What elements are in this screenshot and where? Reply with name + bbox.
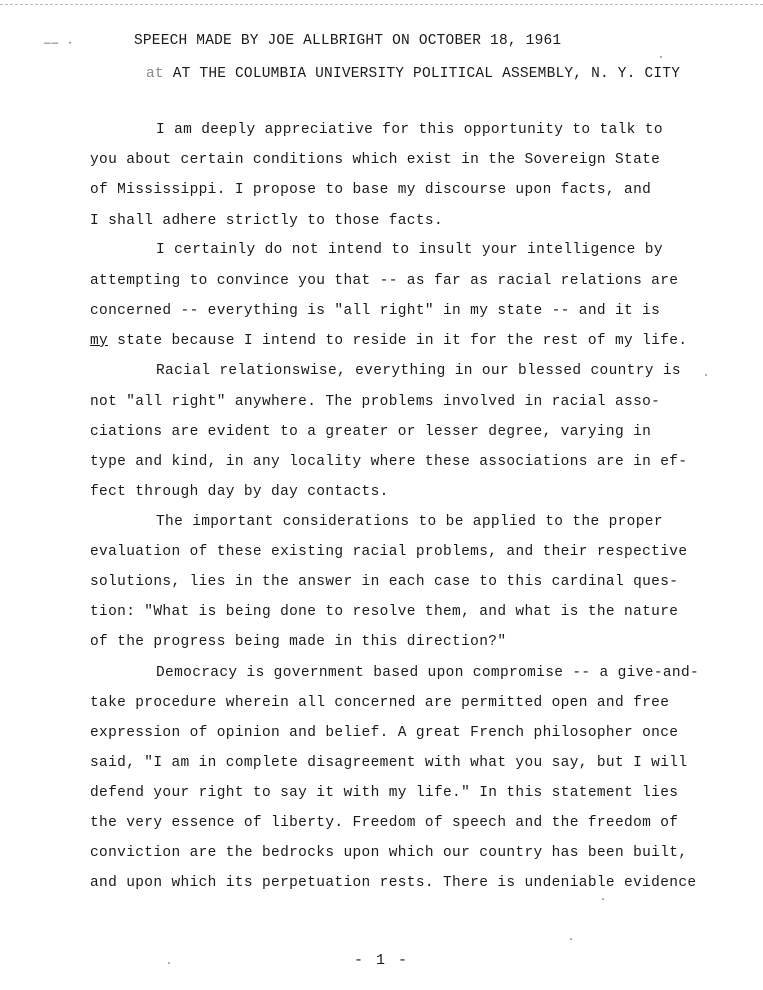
paper-speck	[570, 938, 572, 940]
page-number: - 1 -	[353, 952, 409, 969]
body-line: type and kind, in any locality where these associations are in ef-	[90, 454, 688, 470]
body-line: solutions, lies in the answer in each case to this cardinal ques-	[90, 574, 679, 590]
body-line: I shall adhere strictly to those facts.	[90, 213, 444, 229]
body-line: fect through day by day contacts.	[90, 484, 389, 500]
body-line: I am deeply appreciative for this opportunity to talk to	[156, 122, 663, 138]
paper-speck	[168, 962, 170, 964]
emphasized-word: my	[90, 333, 109, 349]
body-line: I certainly do not intend to insult your intelligence by	[156, 242, 663, 258]
body-line: Racial relationswise, everything in our blessed country is	[156, 363, 681, 379]
body-line: The important considerations to be applied to the proper	[156, 514, 663, 530]
body-line: the very essence of liberty. Freedom of speech and the freedom of	[90, 815, 679, 831]
body-line: and upon which its perpetuation rests. There is undeniable evidence	[90, 875, 697, 891]
paper-speck	[602, 898, 604, 900]
body-line: of the progress being made in this direction?"	[90, 634, 507, 650]
body-line: you about certain conditions which exist in the Sovereign State	[90, 152, 661, 168]
body-line	[90, 331, 687, 351]
margin-mark: —— ·	[44, 38, 75, 50]
body-line: conviction are the bedrocks upon which our country has been built,	[90, 845, 688, 861]
body-line: evaluation of these existing racial problems, and their respective	[90, 544, 688, 560]
speech-location	[146, 66, 680, 82]
location-prefix: at	[146, 66, 164, 82]
body-line-rest: state because I intend to reside in it for the rest of my life.	[108, 333, 688, 349]
body-line: of Mississippi. I propose to base my discourse upon facts, and	[90, 182, 652, 198]
body-line: ciations are evident to a greater or lesser degree, varying in	[90, 424, 652, 440]
body-line: not "all right" anywhere. The problems involved in racial asso-	[90, 394, 661, 410]
body-line: attempting to convince you that -- as far as racial relations are	[90, 273, 679, 289]
speech-title: SPEECH MADE BY JOE ALLBRIGHT ON OCTOBER 18, 1961	[134, 33, 562, 49]
body-line: defend your right to say it with my life." In this statement lies	[90, 785, 679, 801]
body-line: take procedure wherein all concerned are permitted open and free	[90, 695, 670, 711]
body-line: concerned -- everything is "all right" in my state -- and it is	[90, 303, 661, 319]
location-text: AT THE COLUMBIA UNIVERSITY POLITICAL ASSEMBLY, N. Y. CITY	[172, 66, 681, 82]
body-line: tion: "What is being done to resolve them, and what is the nature	[90, 604, 679, 620]
body-line: said, "I am in complete disagreement with what you say, but I will	[90, 755, 688, 771]
paper-speck	[660, 56, 662, 58]
body-line: expression of opinion and belief. A great French philosopher once	[90, 725, 679, 741]
body-line: Democracy is government based upon compromise -- a give-and-	[156, 665, 700, 681]
paper-speck	[705, 374, 707, 376]
